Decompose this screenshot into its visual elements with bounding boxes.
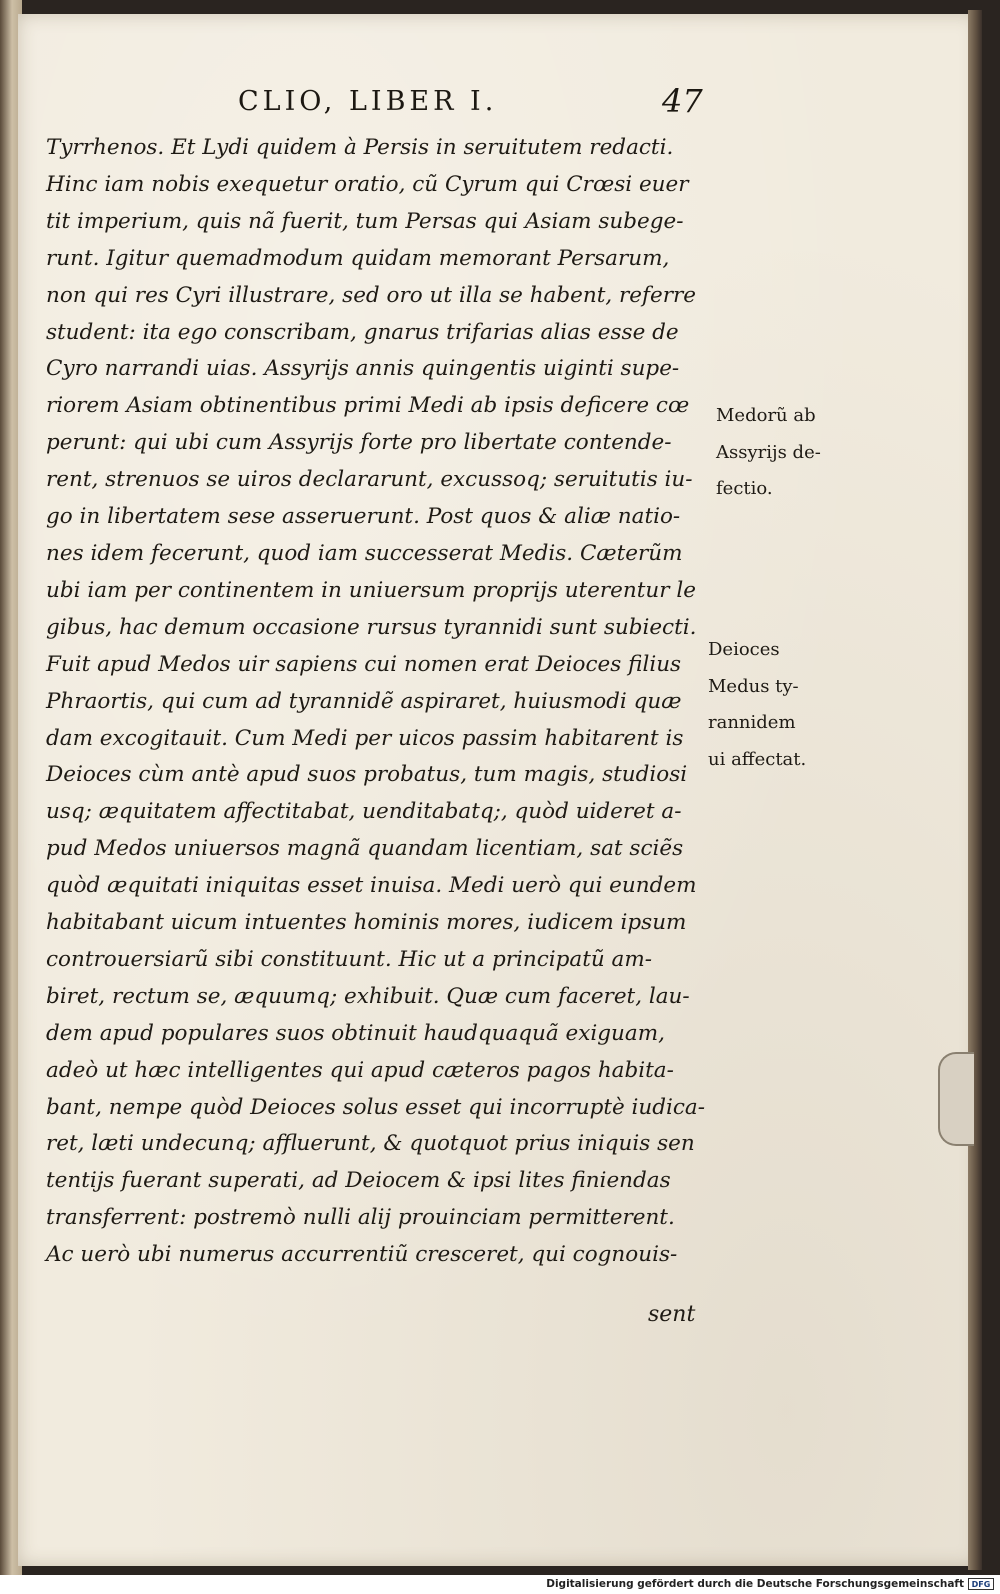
text-line: usq; æquitatem affectitabat, uenditabatq;, quòd uideret a- — [46, 799, 682, 825]
text-line: biret, rectum se, æquumq; exhibuit. Quæ cum faceret, lau- — [46, 983, 690, 1009]
text-line: bant, nempe quòd Deioces solus esset qui incorruptè iudica- — [46, 1094, 706, 1120]
text-line: go in libertatem sese asseruerunt. Post quos & aliæ natio- — [46, 504, 681, 530]
marginal-line: fectio. — [716, 478, 773, 499]
text-line: Cyro narrandi uias. Assyrijs annis quingentis uiginti supe- — [46, 356, 680, 382]
text-line: Hinc iam nobis exequetur oratio, cũ Cyrum qui Crœsi euer — [46, 171, 689, 197]
text-line: rent, strenuos se uiros declararunt, excussoq; seruitutis iu- — [46, 467, 693, 493]
text-line: Tyrrhenos. Et Lydi quidem à Persis in seruitutem redacti. — [46, 135, 674, 160]
catchword: sent — [648, 1302, 696, 1327]
text-line: ret, læti undecunq; affluerunt, & quotquot prius iniquis sen — [46, 1131, 695, 1157]
text-line: runt. Igitur quemadmodum quidam memorant Persarum, — [46, 245, 670, 271]
text-line: non qui res Cyri illustrare, sed oro ut illa se habent, referre — [46, 282, 696, 308]
text-line: transferrent: postremò nulli alij prouinciam permitterent. — [46, 1205, 675, 1231]
text-line: dam excogitauit. Cum Medi per uicos passim habitarent is — [46, 725, 684, 751]
marginal-line: Medorũ ab — [716, 405, 816, 426]
text-line: tentijs fuerant superati, ad Deiocem & ipsi lites finiendas — [46, 1168, 671, 1194]
body-text — [46, 130, 716, 1274]
clasp-tab — [938, 1052, 974, 1146]
page-number: 47 — [662, 82, 703, 120]
text-line: perunt: qui ubi cum Assyrijs forte pro libertate contende- — [46, 430, 672, 456]
text-line: controuersiarũ sibi constituunt. Hic ut a principatũ am- — [46, 946, 653, 972]
text-line: tit imperium, quis nã fuerit, tum Persas qui Asiam subege- — [46, 208, 684, 234]
text-line: gibus, hac demum occasione rursus tyrannidi sunt subiecti. — [46, 614, 697, 640]
text-line: quòd æquitati iniquitas esset inuisa. Medi uerò qui eundem — [46, 873, 697, 899]
marginal-line: Deioces — [708, 639, 780, 660]
text-line: pud Medos uniuersos magnã quandam licentiam, sat sciẽs — [46, 836, 684, 862]
text-line: ubi iam per continentem in uniuersum proprijs uterentur le — [46, 577, 696, 603]
text-line: Deioces cùm antè apud suos probatus, tum magis, studiosi — [46, 762, 688, 788]
marginal-line: ui affectat. — [708, 748, 807, 770]
funding-credit: Digitalisierung gefördert durch die Deutsche Forschungsgemeinschaft — [546, 1578, 964, 1590]
marginal-note-defectio — [716, 398, 821, 508]
running-head: CLIO, LIBER I. — [238, 86, 498, 117]
text-line: Ac uerò ubi numerus accurrentiũ cresceret, qui cognouis- — [46, 1242, 678, 1268]
text-line: habitabant uicum intuentes hominis mores, iudicem ipsum — [46, 910, 687, 936]
text-line: student: ita ego conscribam, gnarus trifarias alias esse de — [46, 319, 679, 345]
text-line: Fuit apud Medos uir sapiens cui nomen erat Deioces filius — [46, 651, 682, 677]
text-line: nes idem fecerunt, quod iam successerat Medis. Cæterũm — [46, 540, 683, 566]
marginal-line: Assyrijs de- — [716, 441, 821, 463]
marginal-line: rannidem — [708, 712, 796, 733]
marginal-note-deioces — [708, 632, 806, 778]
text-line: dem apud populares suos obtinuit haudquaquã exiguam, — [46, 1020, 665, 1046]
text-line: Phraortis, qui cum ad tyrannidẽ aspiraret, huiusmodi quæ — [46, 688, 682, 714]
text-line: riorem Asiam obtinentibus primi Medi ab ipsis deficere cœ — [46, 393, 690, 419]
dfg-logo-icon: DFG — [968, 1578, 994, 1590]
marginal-line: Medus ty- — [708, 675, 799, 697]
book-edge — [968, 10, 982, 1570]
text-line: adeò ut hæc intelligentes qui apud cæteros pagos habita- — [46, 1057, 674, 1083]
